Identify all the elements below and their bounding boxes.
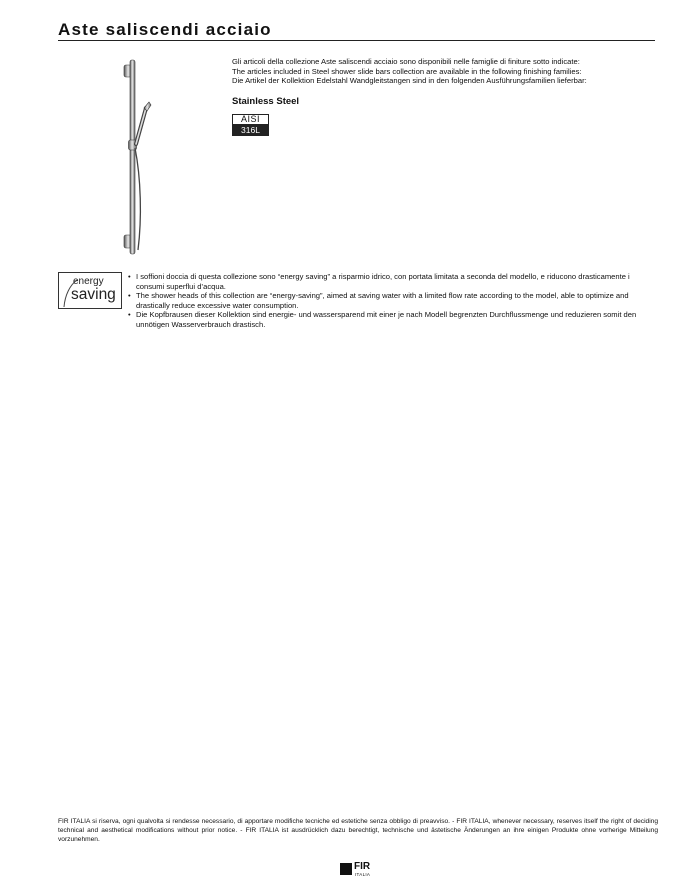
energy-note-english: • The shower heads of this collection are “energy-saving”, aimed at saving water with a limited flow rate according to the model, able to optimize and drastically reduce excessive water consumption. (128, 291, 658, 310)
page-title: Aste saliscendi acciaio (58, 20, 272, 39)
title-divider (58, 40, 655, 41)
fir-italia-logo (340, 862, 376, 878)
intro-line-italian: Gli articoli della collezione Aste saliscendi acciaio sono disponibili nelle famiglie di finiture sotto indicate: (232, 57, 580, 66)
finish-family-heading: Stainless Steel (232, 96, 300, 107)
energy-note-german: • Die Kopfbrausen dieser Kollektion sind energie- und wassersparend mit einer je nach Modell begrenzten Durchflussmenge und reduzieren somit den unnötigen Wasserverbrauch drastisch. (128, 310, 658, 329)
energy-logo-line2: saving (71, 286, 116, 303)
energy-saving-logo (58, 272, 122, 309)
badge-bottom-label: 316L (232, 125, 269, 136)
intro-line-english: The articles included in Steel shower slide bars collection are available in the following finishing families: (232, 66, 582, 76)
intro-line-german: Die Artikel der Kollektion Edelstahl Wandgleitstangen sind in den folgenden Ausführungsfamilien lieferbar: (232, 76, 587, 85)
energy-note-italian: • I soffioni doccia di questa collezione sono “energy saving” a risparmio idrico, con portata limitata a seconda del modello, e riducono drasticamente i consumi superflui d’acqua. (128, 272, 658, 291)
energy-saving-notes (128, 272, 658, 329)
energy-logo-line1: energy (73, 276, 104, 287)
brand-name: FIR (354, 861, 371, 872)
finishing-intro (232, 57, 662, 86)
brand-subtitle: ITALIA (355, 872, 371, 877)
aisi-316l-badge (232, 114, 269, 136)
slide-bar-product-image (118, 58, 158, 258)
footer-disclaimer: FIR ITALIA si riserva, ogni qualvolta si rendesse necessario, di apportare modifiche tecniche ed estetiche senza obbligo di preavviso. - FIR ITALIA, whenever necessary, reserves itself the right of deciding technical and aesthetical modifications without prior notice. - FIR ITALIA ist ausdrücklich dazu berechtigt, technische und ästetische Änderungen an ihre einigen Produkte ohne vorherige Mitteilung vorzunehmen. (58, 818, 658, 843)
badge-top-label: AISI (232, 114, 269, 125)
fir-logo-icon (340, 863, 352, 875)
